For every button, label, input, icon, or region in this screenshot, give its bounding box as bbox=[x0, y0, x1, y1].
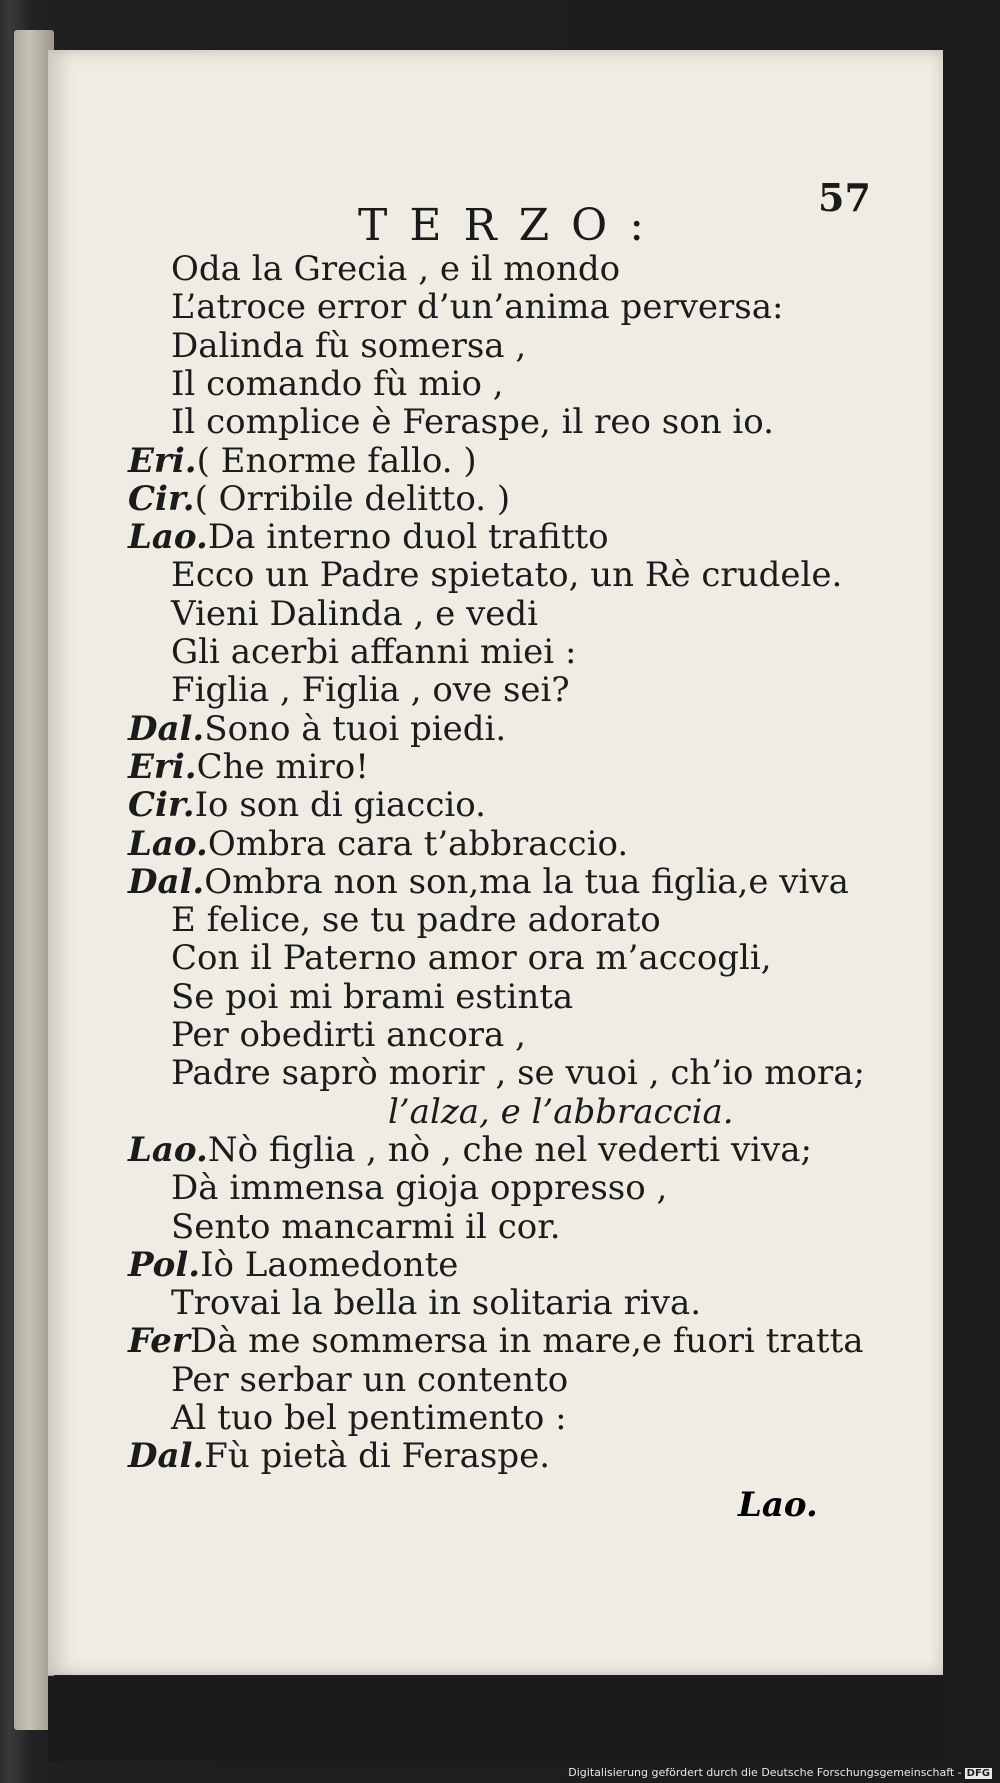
text-line bbox=[171, 1399, 567, 1437]
page-number: 57 bbox=[818, 175, 871, 220]
text-line bbox=[128, 1322, 864, 1360]
text-line bbox=[128, 518, 609, 556]
text-line bbox=[171, 1054, 865, 1092]
text-line bbox=[128, 748, 369, 786]
running-head: TERZO: bbox=[358, 200, 667, 251]
verse-text: Con il Paterno amor ora m’accogli, bbox=[171, 938, 772, 979]
text-line bbox=[171, 403, 774, 441]
text-line bbox=[171, 1016, 526, 1054]
text-line bbox=[128, 710, 506, 748]
text-line bbox=[171, 671, 570, 709]
text-line bbox=[128, 1246, 458, 1284]
verse-text: Al tuo bel pentimento : bbox=[171, 1398, 567, 1438]
verse-text: Io son di giaccio. bbox=[194, 785, 486, 826]
text-line bbox=[171, 1284, 701, 1322]
text-line bbox=[128, 1437, 550, 1475]
verse-text: Per serbar un contento bbox=[171, 1359, 569, 1400]
text-line bbox=[171, 250, 620, 288]
text-line bbox=[171, 595, 538, 633]
footer-text: Digitalisierung gefördert durch die Deutsche Forschungsgemeinschaft - bbox=[568, 1766, 962, 1779]
verse-text: Dalinda fù somersa , bbox=[171, 325, 527, 366]
stage-direction: l’alza, e l’abbraccia. bbox=[388, 1091, 734, 1132]
speaker-label: Eri. bbox=[128, 746, 197, 787]
speaker-label: Lao. bbox=[128, 517, 208, 558]
verse-text: ( Orribile delitto. ) bbox=[194, 478, 511, 519]
text-line bbox=[388, 1093, 734, 1131]
speaker-label: Fer bbox=[128, 1321, 190, 1362]
verse-text: Se poi mi brami estinta bbox=[171, 976, 574, 1017]
verse-text: Per obedirti ancora , bbox=[171, 1015, 526, 1055]
verse-text: Gli acerbi affanni miei : bbox=[171, 632, 577, 672]
text-line bbox=[171, 1169, 667, 1207]
speaker-label: Dal. bbox=[128, 1436, 205, 1477]
verse-text: Vieni Dalinda , e vedi bbox=[171, 593, 539, 634]
text-line bbox=[171, 288, 783, 326]
text-line bbox=[128, 442, 477, 480]
text-line bbox=[171, 327, 526, 365]
verse-text: Che miro! bbox=[196, 746, 369, 787]
verse-text: Nò figlia , nò , che nel vederti viva; bbox=[207, 1129, 812, 1170]
speaker-label: Pol. bbox=[128, 1244, 201, 1285]
verse-text: Dà me sommersa in mare,e fuori tratta bbox=[189, 1321, 864, 1362]
text-line bbox=[171, 901, 661, 939]
verse-text: Da interno duol trafitto bbox=[207, 517, 609, 558]
verse-text: Ombra non son,ma la tua figlia,e viva bbox=[204, 861, 849, 902]
speaker-label: Cir. bbox=[128, 785, 195, 826]
text-line bbox=[171, 1208, 561, 1246]
speaker-label: Eri. bbox=[128, 440, 197, 481]
text-line bbox=[128, 863, 849, 901]
verse-text: Oda la Grecia , e il mondo bbox=[171, 249, 621, 289]
book-page bbox=[48, 50, 943, 1675]
verse-text: Il complice è Feraspe, il reo son io. bbox=[171, 402, 774, 443]
dfg-logo: DFG bbox=[966, 1768, 990, 1779]
verse-text: Fù pietà di Feraspe. bbox=[204, 1436, 551, 1477]
verse-text: ( Enorme fallo. ) bbox=[196, 440, 477, 481]
speaker-label: Dal. bbox=[128, 708, 205, 749]
speaker-label: Lao. bbox=[128, 1129, 208, 1170]
bottom-strip bbox=[48, 1676, 943, 1761]
speaker-label: Dal. bbox=[128, 861, 205, 902]
text-line bbox=[171, 1361, 568, 1399]
text-line bbox=[171, 633, 576, 671]
verse-text: Il comando fù mio , bbox=[171, 363, 504, 404]
text-line bbox=[128, 1131, 812, 1169]
text-line bbox=[128, 825, 628, 863]
text-line bbox=[171, 365, 504, 403]
text-line bbox=[171, 978, 573, 1016]
text-line bbox=[128, 480, 510, 518]
verse-text: Sento mancarmi il cor. bbox=[171, 1206, 561, 1247]
verse-text: Ecco un Padre spietato, un Rè crudele. bbox=[171, 555, 843, 596]
speaker-label: Lao. bbox=[128, 823, 208, 864]
speaker-label: Cir. bbox=[128, 478, 195, 519]
text-line bbox=[128, 786, 486, 824]
verse-text: Figlia , Figlia , ove sei? bbox=[171, 670, 570, 711]
verse-text: Sono à tuoi piedi. bbox=[204, 708, 507, 749]
verse-text: E felice, se tu padre adorato bbox=[171, 900, 661, 941]
verse-text: L’atroce error d’un’anima perversa: bbox=[171, 287, 784, 328]
verse-text: Iò Laomedonte bbox=[200, 1244, 459, 1285]
text-line bbox=[171, 939, 772, 977]
text-line bbox=[171, 556, 842, 594]
verse-text: Trovai la bella in solitaria riva. bbox=[171, 1283, 702, 1324]
verse-text: Dà immensa gioja oppresso , bbox=[171, 1168, 668, 1209]
footer bbox=[568, 1766, 992, 1779]
verse-text: Padre saprò morir , se vuoi , ch’io mora; bbox=[171, 1053, 865, 1094]
verse-text: Ombra cara t’abbraccio. bbox=[207, 823, 629, 864]
catchword: Lao. bbox=[738, 1484, 818, 1525]
